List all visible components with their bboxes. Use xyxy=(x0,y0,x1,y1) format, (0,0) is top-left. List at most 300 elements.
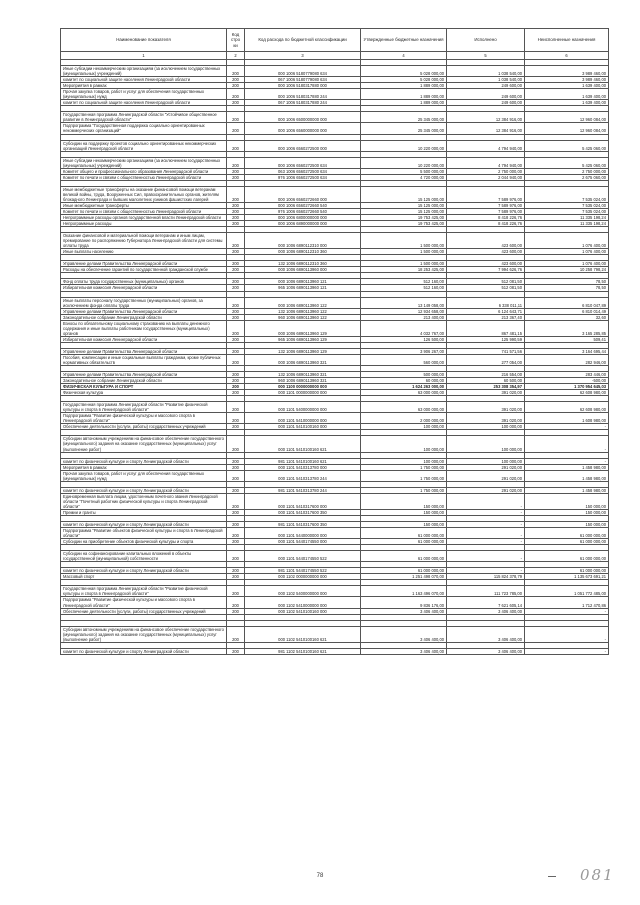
cell-budget-code: 000 1102 5410000000 000 xyxy=(245,597,361,608)
cell-line-code: 200 xyxy=(227,522,245,528)
cell-executed: 249 600,00 xyxy=(447,83,525,89)
cell-executed: 391 020,00 xyxy=(447,402,525,413)
cell-budget-code: 000 1101 5410313780 244 xyxy=(245,470,361,481)
cell-line-code: 200 xyxy=(227,279,245,285)
page-number: 78 xyxy=(316,873,324,879)
cell-budget-code: 000 1006 6500000000 000 xyxy=(245,112,361,123)
cell-budget-code: 981 1101 5410100160 621 xyxy=(245,458,361,464)
table-row xyxy=(61,528,609,539)
cell-line-code: 200 xyxy=(227,413,245,424)
table-row xyxy=(61,123,609,134)
table-row xyxy=(61,597,609,608)
cell-remaining: 3 164 695,44 xyxy=(525,348,609,354)
cell-executed: 291 020,00 xyxy=(447,464,525,470)
cell-executed: 277 054,00 xyxy=(447,354,525,365)
cell-line-code: 200 xyxy=(227,574,245,580)
cell-approved: 4 720 000,00 xyxy=(361,174,447,180)
cell-executed: 8 418 226,76 xyxy=(447,215,525,221)
cell-executed: 391 020,00 xyxy=(447,413,525,424)
cell-approved: 560 000,00 xyxy=(361,354,447,365)
cell-remaining: 78,50 xyxy=(525,285,609,291)
cell-budget-code: 000 1101 5440000000 000 xyxy=(245,528,361,539)
cell-budget-code: 976 1006 6560272660 540 xyxy=(245,208,361,214)
cell-approved: 5 500 000,00 xyxy=(361,168,447,174)
cell-budget-code: 960 1006 6890113960 122 xyxy=(245,314,361,320)
column-header: Код расхода по бюджетной классификации xyxy=(245,29,361,52)
cell-executed: 6 124 643,71 xyxy=(447,308,525,314)
cell-executed: 2 044 940,00 xyxy=(447,174,525,180)
cell-executed: 1 038 540,00 xyxy=(447,77,525,83)
cell-name: Мероприятия в рамках xyxy=(61,83,227,89)
cell-name: Избирательная комиссия Ленинградской области xyxy=(61,336,227,342)
cell-budget-code: 000 1101 5440174550 000 xyxy=(245,539,361,545)
cell-name: комитет по физической культуре и спорту Ленинградской области xyxy=(61,487,227,493)
cell-name: Иные межбюджетные трансферты xyxy=(61,202,227,208)
cell-executed: 512 081,50 xyxy=(447,285,525,291)
cell-executed: 7 621 605,14 xyxy=(447,597,525,608)
cell-approved: 60 000,00 xyxy=(361,378,447,384)
cell-remaining: 1 458 980,00 xyxy=(525,464,609,470)
cell-executed: 111 723 785,00 xyxy=(447,586,525,597)
cell-executed: - xyxy=(447,568,525,574)
cell-line-code: 200 xyxy=(227,140,245,151)
cell-name: комитет по социальной защите населения Ленинградской области xyxy=(61,100,227,106)
cell-line-code: 200 xyxy=(227,384,245,390)
cell-budget-code: 000 1101 5410100160 000 xyxy=(245,424,361,430)
cell-executed: - xyxy=(447,539,525,545)
cell-approved: 10 220 000,00 xyxy=(361,157,447,168)
cell-line-code: 200 xyxy=(227,157,245,168)
cell-name: Иные субсидии некоммерческим организациям (за исключением государственных (муниципальных) учреждений) xyxy=(61,66,227,77)
cell-approved: 1 889 000,00 xyxy=(361,89,447,100)
cell-remaining: 282 946,00 xyxy=(525,354,609,365)
cell-executed: 253 308 354,97 xyxy=(447,384,525,390)
cell-budget-code: 981 1101 5440174550 522 xyxy=(245,568,361,574)
cell-executed: 7 589 976,00 xyxy=(447,202,525,208)
cell-line-code: 200 xyxy=(227,308,245,314)
cell-remaining: 5 425 060,00 xyxy=(525,140,609,151)
cell-line-code: 200 xyxy=(227,539,245,545)
cell-remaining: - xyxy=(525,648,609,654)
cell-line-code: 200 xyxy=(227,100,245,106)
cell-approved: 150 000,00 xyxy=(361,493,447,509)
cell-line-code: 200 xyxy=(227,464,245,470)
cell-budget-code: 965 1006 6890113960 129 xyxy=(245,336,361,342)
cell-line-code: 200 xyxy=(227,597,245,608)
cell-line-code: 200 xyxy=(227,390,245,396)
cell-executed: - xyxy=(447,551,525,562)
cell-line-code: 200 xyxy=(227,285,245,291)
cell-remaining: 78,50 xyxy=(525,279,609,285)
cell-name: Субсидии автономным учреждениям на финансовое обеспечение государственного (муниципального) задания на оказание государственных (муниципальных) услуг (выполнение работ) xyxy=(61,436,227,452)
cell-remaining: 6 810 047,89 xyxy=(525,297,609,308)
cell-name: Комитет общего и профессионального образования Ленинградской области xyxy=(61,168,227,174)
cell-name: Субсидии автономным учреждениям на финансовое обеспечение государственного (муниципального) задания на оказание государственных (муниципальных) услуг (выполнение работ) xyxy=(61,626,227,642)
column-header: Исполнено xyxy=(447,29,525,52)
table-row xyxy=(61,413,609,424)
cell-remaining: 150 000,00 xyxy=(525,493,609,509)
column-number: 2 xyxy=(227,52,245,60)
cell-name: Фонд оплаты труда государственных (муниципальных) органов xyxy=(61,279,227,285)
cell-remaining: 3 989 460,00 xyxy=(525,66,609,77)
cell-approved: 1 624 263 000,00 xyxy=(361,384,447,390)
cell-name: Управление делами Правительства Ленинградской области xyxy=(61,308,227,314)
cell-remaining: -500,00 xyxy=(525,378,609,384)
cell-line-code: 200 xyxy=(227,267,245,273)
cell-budget-code: 067 1006 5180317880 244 xyxy=(245,100,361,106)
cell-line-code: 200 xyxy=(227,493,245,509)
cell-remaining: 1 608 980,00 xyxy=(525,413,609,424)
cell-approved: 13 149 058,00 xyxy=(361,297,447,308)
cell-name: Единовременная выплата лицам, удостоенным почетного звания Ленинградской области "Почетный работник физической культуры и спорта Ленинградской области" xyxy=(61,493,227,509)
table-row xyxy=(61,89,609,100)
cell-line-code: 200 xyxy=(227,168,245,174)
cell-name: Пособия, компенсации и иные социальные выплаты гражданам, кроме публичных нормативных обязательств xyxy=(61,354,227,365)
cell-line-code: 200 xyxy=(227,249,245,255)
cell-budget-code: 000 1006 6800000000 000 xyxy=(245,215,361,221)
cell-remaining: 1 458 980,00 xyxy=(525,487,609,493)
cell-approved: 15 125 000,00 xyxy=(361,186,447,202)
cell-name: Избирательная комиссия Ленинградской области xyxy=(61,285,227,291)
cell-line-code: 200 xyxy=(227,436,245,452)
cell-name: Подпрограмма "Государственная поддержка социально ориентированных некоммерческих организаций" xyxy=(61,123,227,134)
cell-remaining: 1 135 673 691,21 xyxy=(525,574,609,580)
cell-line-code: 200 xyxy=(227,174,245,180)
cell-budget-code: 132 1006 6890112310 360 xyxy=(245,261,361,267)
cell-budget-code: 000 1101 5410317600 350 xyxy=(245,509,361,515)
cell-line-code: 200 xyxy=(227,378,245,384)
cell-budget-code: 000 1006 6560000000 000 xyxy=(245,123,361,134)
cell-approved: 61 000 000,00 xyxy=(361,528,447,539)
cell-line-code: 200 xyxy=(227,89,245,100)
column-header: Неисполненные назначения xyxy=(525,29,609,52)
cell-remaining: 3 165 285,85 xyxy=(525,320,609,336)
cell-remaining: 1 076 400,00 xyxy=(525,249,609,255)
table-row xyxy=(61,626,609,642)
cell-name: Иные субсидии некоммерческим организациям (за исключением государственных (муниципальных) учреждений) xyxy=(61,157,227,168)
cell-executed: 249 600,00 xyxy=(447,89,525,100)
cell-name: комитет по физической культуре и спорту Ленинградской области xyxy=(61,648,227,654)
cell-line-code: 200 xyxy=(227,66,245,77)
cell-budget-code: 000 1006 6890113960 321 xyxy=(245,354,361,365)
cell-budget-code: 000 1102 0000000000 000 xyxy=(245,574,361,580)
cell-executed: 216 554,00 xyxy=(447,372,525,378)
cell-budget-code: 000 1101 5410317600 000 xyxy=(245,493,361,509)
table-row xyxy=(61,320,609,336)
cell-approved: 100 000,00 xyxy=(361,424,447,430)
table-row xyxy=(61,493,609,509)
cell-line-code: 200 xyxy=(227,608,245,614)
cell-budget-code: 981 1102 5410100160 621 xyxy=(245,648,361,654)
cell-approved: 5 028 000,00 xyxy=(361,77,447,83)
cell-executed: 423 600,00 xyxy=(447,233,525,249)
cell-budget-code: 965 1006 6890113960 121 xyxy=(245,285,361,291)
cell-name: Мероприятия в рамках xyxy=(61,464,227,470)
column-number: 6 xyxy=(525,52,609,60)
cell-budget-code: 000 1101 5410100160 621 xyxy=(245,436,361,452)
table-row xyxy=(61,140,609,151)
cell-name: Премии и гранты xyxy=(61,509,227,515)
cell-line-code: 200 xyxy=(227,112,245,123)
cell-line-code: 200 xyxy=(227,186,245,202)
cell-approved: 1 500 000,00 xyxy=(361,249,447,255)
cell-name: Непрограммные расходы xyxy=(61,221,227,227)
cell-name: Оказание финансовой и материальной помощи ветеранам и иным лицам, премирование по распоряжению Губернатора Ленинградской области для системы оплаты труда xyxy=(61,233,227,249)
cell-budget-code: 000 1006 5180317880 244 xyxy=(245,89,361,100)
column-number: 5 xyxy=(447,52,525,60)
table-row xyxy=(61,551,609,562)
cell-remaining: 61 000 000,00 xyxy=(525,539,609,545)
cell-approved: 10 220 000,00 xyxy=(361,140,447,151)
cell-name: Прочая закупка товаров, работ и услуг для обеспечения государственных (муниципальных) нужд xyxy=(61,89,227,100)
cell-approved: 3 406 400,00 xyxy=(361,626,447,642)
cell-executed: 213 367,40 xyxy=(447,314,525,320)
cell-name: комитет по физической культуре и спорту Ленинградской области xyxy=(61,522,227,528)
cell-remaining: 1 639 400,00 xyxy=(525,100,609,106)
cell-approved: 150 000,00 xyxy=(361,509,447,515)
cell-line-code: 200 xyxy=(227,568,245,574)
cell-remaining: 1 370 954 645,03 xyxy=(525,384,609,390)
cell-approved: 2 000 000,00 xyxy=(361,413,447,424)
cell-name: Иные выплаты населению xyxy=(61,249,227,255)
cell-budget-code: 000 1100 0000000000 000 xyxy=(245,384,361,390)
cell-budget-code: 000 1102 5400000000 000 xyxy=(245,586,361,597)
cell-name: Подпрограмма "Развитие физической культуры и массового спорта в Ленинградской области" xyxy=(61,413,227,424)
cell-executed: 7 589 976,00 xyxy=(447,208,525,214)
cell-executed: 291 020,00 xyxy=(447,470,525,481)
cell-approved: 12 934 658,00 xyxy=(361,308,447,314)
cell-name: Взносы по обязательному социальному страхованию на выплаты денежного содержания и иные выплаты работникам государственных (муниципальных) органов xyxy=(61,320,227,336)
cell-executed: 423 600,00 xyxy=(447,261,525,267)
cell-budget-code: 000 1006 6560272660 540 xyxy=(245,202,361,208)
cell-executed: 741 571,56 xyxy=(447,348,525,354)
cell-approved: 1 163 496 070,00 xyxy=(361,586,447,597)
cell-approved: 61 000 000,00 xyxy=(361,539,447,545)
cell-remaining: 1 712 470,86 xyxy=(525,597,609,608)
cell-line-code: 200 xyxy=(227,233,245,249)
cell-name: Подпрограмма "Развитие физической культуры и массового спорта в Ленинградской области" xyxy=(61,597,227,608)
cell-executed: 6 338 011,11 xyxy=(447,297,525,308)
table-row xyxy=(61,233,609,249)
cell-approved: 19 753 425,00 xyxy=(361,215,447,221)
cell-name: Государственная программа Ленинградской области "Развитие физической культуры и спорта в Ленинградской области" xyxy=(61,402,227,413)
cell-line-code: 200 xyxy=(227,261,245,267)
cell-budget-code: 132 1006 6890113960 129 xyxy=(245,348,361,354)
cell-remaining: 5 425 060,00 xyxy=(525,157,609,168)
cell-remaining: 1 639 400,00 xyxy=(525,83,609,89)
cell-executed: - xyxy=(447,528,525,539)
cell-approved: 1 251 498 070,00 xyxy=(361,574,447,580)
cell-name: Управление делами Правительства Ленинградской области xyxy=(61,261,227,267)
table-row xyxy=(61,402,609,413)
cell-line-code: 200 xyxy=(227,348,245,354)
cell-budget-code: 000 1006 6890112310 000 xyxy=(245,233,361,249)
cell-executed: - xyxy=(447,522,525,528)
cell-line-code: 200 xyxy=(227,83,245,89)
cell-executed: 100 000,00 xyxy=(447,436,525,452)
cell-line-code: 200 xyxy=(227,372,245,378)
cell-name: комитет по социальной защите населения Ленинградской области xyxy=(61,77,227,83)
table-row xyxy=(61,297,609,308)
cell-remaining: 1 458 980,00 xyxy=(525,470,609,481)
cell-budget-code: 000 1102 5410100160 000 xyxy=(245,608,361,614)
cell-approved: 15 125 000,00 xyxy=(361,202,447,208)
cell-approved: 1 750 000,00 xyxy=(361,487,447,493)
cell-budget-code: 976 1006 6560272500 634 xyxy=(245,174,361,180)
cell-approved: 126 500,00 xyxy=(361,336,447,342)
cell-line-code: 200 xyxy=(227,354,245,365)
cell-line-code: 200 xyxy=(227,221,245,227)
cell-approved: 3 406 400,00 xyxy=(361,608,447,614)
cell-budget-code: 000 1006 6890113960 122 xyxy=(245,297,361,308)
cell-executed: 423 600,00 xyxy=(447,249,525,255)
cell-line-code: 200 xyxy=(227,77,245,83)
cell-executed: 3 406 400,00 xyxy=(447,626,525,642)
cell-line-code: 200 xyxy=(227,424,245,430)
cell-budget-code: 000 1101 5440174550 522 xyxy=(245,551,361,562)
cell-approved: 63 000 000,00 xyxy=(361,402,447,413)
cell-executed: 2 750 000,00 xyxy=(447,168,525,174)
cell-executed: - xyxy=(447,493,525,509)
cell-line-code: 200 xyxy=(227,402,245,413)
cell-executed: 12 384 916,00 xyxy=(447,123,525,134)
cell-budget-code: 000 1006 6890113960 121 xyxy=(245,279,361,285)
column-header: Код стро ки xyxy=(227,29,245,52)
cell-approved: 18 253 425,00 xyxy=(361,267,447,273)
cell-line-code: 200 xyxy=(227,487,245,493)
cell-remaining: 62 608 980,00 xyxy=(525,402,609,413)
cell-approved: 63 000 000,00 xyxy=(361,390,447,396)
cell-name: Законодательное собрание Ленинградской области xyxy=(61,314,227,320)
column-header: Наименование показателя xyxy=(61,29,227,52)
column-number: 3 xyxy=(245,52,361,60)
cell-remaining: 509,41 xyxy=(525,336,609,342)
table-row xyxy=(61,112,609,123)
cell-remaining: 150 000,00 xyxy=(525,509,609,515)
cell-approved: 100 000,00 xyxy=(361,458,447,464)
cell-executed: 391 020,00 xyxy=(447,390,525,396)
cell-budget-code: 960 1006 6890113960 321 xyxy=(245,378,361,384)
cell-remaining: 3 989 460,00 xyxy=(525,77,609,83)
cell-name: Прочая закупка товаров, работ и услуг для обеспечения государственных (муниципальных) нужд xyxy=(61,470,227,481)
cell-approved: 3 906 267,00 xyxy=(361,348,447,354)
cell-line-code: 200 xyxy=(227,215,245,221)
report-page xyxy=(60,28,608,655)
cell-remaining: - xyxy=(525,458,609,464)
cell-budget-code: 000 1006 6890113960 129 xyxy=(245,320,361,336)
cell-executed: 1 038 540,00 xyxy=(447,66,525,77)
cell-remaining: - xyxy=(525,436,609,452)
table-row xyxy=(61,648,609,654)
cell-approved: 1 500 000,00 xyxy=(361,261,447,267)
cell-remaining: 150 000,00 xyxy=(525,522,609,528)
cell-budget-code: 000 1006 6560272660 000 xyxy=(245,186,361,202)
cell-name: ФИЗИЧЕСКАЯ КУЛЬТУРА И СПОРТ xyxy=(61,384,227,390)
table-header-row xyxy=(61,29,609,52)
cell-remaining: 1 076 400,00 xyxy=(525,261,609,267)
cell-name: Субсидии на софинансирование капитальных вложений в объекты государственной (муниципальной) собственности xyxy=(61,551,227,562)
table-row xyxy=(61,66,609,77)
cell-executed: 100 000,00 xyxy=(447,458,525,464)
cell-line-code: 200 xyxy=(227,648,245,654)
cell-budget-code: 000 1006 6560272500 000 xyxy=(245,140,361,151)
cell-budget-code: 981 1101 5410313780 244 xyxy=(245,487,361,493)
cell-approved: 150 000,00 xyxy=(361,522,447,528)
cell-line-code: 200 xyxy=(227,208,245,214)
cell-name: Комитет по печати и связям с общественностью Ленинградской области xyxy=(61,208,227,214)
cell-remaining: 6 810 014,49 xyxy=(525,308,609,314)
cell-line-code: 200 xyxy=(227,458,245,464)
cell-executed: 7 589 976,00 xyxy=(447,186,525,202)
footer-dash xyxy=(548,876,556,877)
cell-budget-code: 000 1101 5410313780 000 xyxy=(245,464,361,470)
cell-executed: 4 794 940,00 xyxy=(447,140,525,151)
cell-budget-code: 000 1102 5410100160 621 xyxy=(245,626,361,642)
cell-executed: 249 600,00 xyxy=(447,100,525,106)
cell-budget-code: 000 1006 5180779080 634 xyxy=(245,66,361,77)
cell-executed: 4 794 940,00 xyxy=(447,157,525,168)
cell-approved: 1 750 000,00 xyxy=(361,470,447,481)
cell-name: Государственная программа Ленинградской области "Развитие физической культуры и спорта в Ленинградской области" xyxy=(61,586,227,597)
cell-remaining: 32,60 xyxy=(525,314,609,320)
cell-executed: 512 081,50 xyxy=(447,279,525,285)
cell-remaining: 2 750 000,00 xyxy=(525,168,609,174)
cell-budget-code: 000 1101 5400000000 000 xyxy=(245,402,361,413)
cell-remaining: 11 335 198,24 xyxy=(525,215,609,221)
cell-name: Управление делами Правительства Ленинградской области xyxy=(61,372,227,378)
cell-name: Управление делами Правительства Ленинградской области xyxy=(61,348,227,354)
cell-executed: 867 481,15 xyxy=(447,320,525,336)
cell-remaining: 10 258 798,24 xyxy=(525,267,609,273)
cell-name: Государственная программа Ленинградской области "Устойчивое общественное развитие в Ленинградской области" xyxy=(61,112,227,123)
cell-name: Подпрограмма "Развитие объектов физической культуры и спорта в Ленинградской области" xyxy=(61,528,227,539)
cell-remaining: 12 960 084,00 xyxy=(525,112,609,123)
cell-remaining: 61 000 000,00 xyxy=(525,568,609,574)
cell-budget-code: 000 1006 6890112310 360 xyxy=(245,249,361,255)
cell-executed: 291 020,00 xyxy=(447,487,525,493)
cell-executed: 3 406 400,00 xyxy=(447,648,525,654)
cell-executed: 3 406 400,00 xyxy=(447,608,525,614)
cell-name: Обеспечение деятельности (услуги, работы) государственных учреждений xyxy=(61,424,227,430)
cell-approved: 15 125 000,00 xyxy=(361,208,447,214)
cell-remaining: 62 608 980,00 xyxy=(525,390,609,396)
cell-name: Субсидии на поддержку проектов социально ориентированных некоммерческих организаций Ленинградской области xyxy=(61,140,227,151)
cell-approved: 25 345 000,00 xyxy=(361,112,447,123)
table-row xyxy=(61,354,609,365)
budget-execution-table xyxy=(60,28,609,655)
cell-line-code: 200 xyxy=(227,528,245,539)
cell-remaining: 61 000 000,00 xyxy=(525,528,609,539)
cell-name: Расходы на обеспечение гарантий по государственной гражданской службе xyxy=(61,267,227,273)
cell-name: Непрограммные расходы органов государственной власти Ленинградской области xyxy=(61,215,227,221)
cell-line-code: 200 xyxy=(227,336,245,342)
cell-approved: 5 028 000,00 xyxy=(361,66,447,77)
cell-name: Комитет по печати и связям с общественностью Ленинградской области xyxy=(61,174,227,180)
cell-executed: 8 418 226,76 xyxy=(447,221,525,227)
cell-line-code: 200 xyxy=(227,470,245,481)
cell-approved: 3 406 400,00 xyxy=(361,648,447,654)
cell-budget-code: 000 1006 5180317880 000 xyxy=(245,83,361,89)
cell-executed: - xyxy=(447,509,525,515)
cell-line-code: 200 xyxy=(227,509,245,515)
column-numbers-row xyxy=(61,52,609,60)
cell-approved: 100 000,00 xyxy=(361,436,447,452)
cell-remaining: - xyxy=(525,424,609,430)
cell-remaining: 11 335 198,24 xyxy=(525,221,609,227)
cell-name: Физическая культура xyxy=(61,390,227,396)
cell-remaining: 61 000 000,00 xyxy=(525,551,609,562)
cell-executed: 100 000,00 xyxy=(447,424,525,430)
